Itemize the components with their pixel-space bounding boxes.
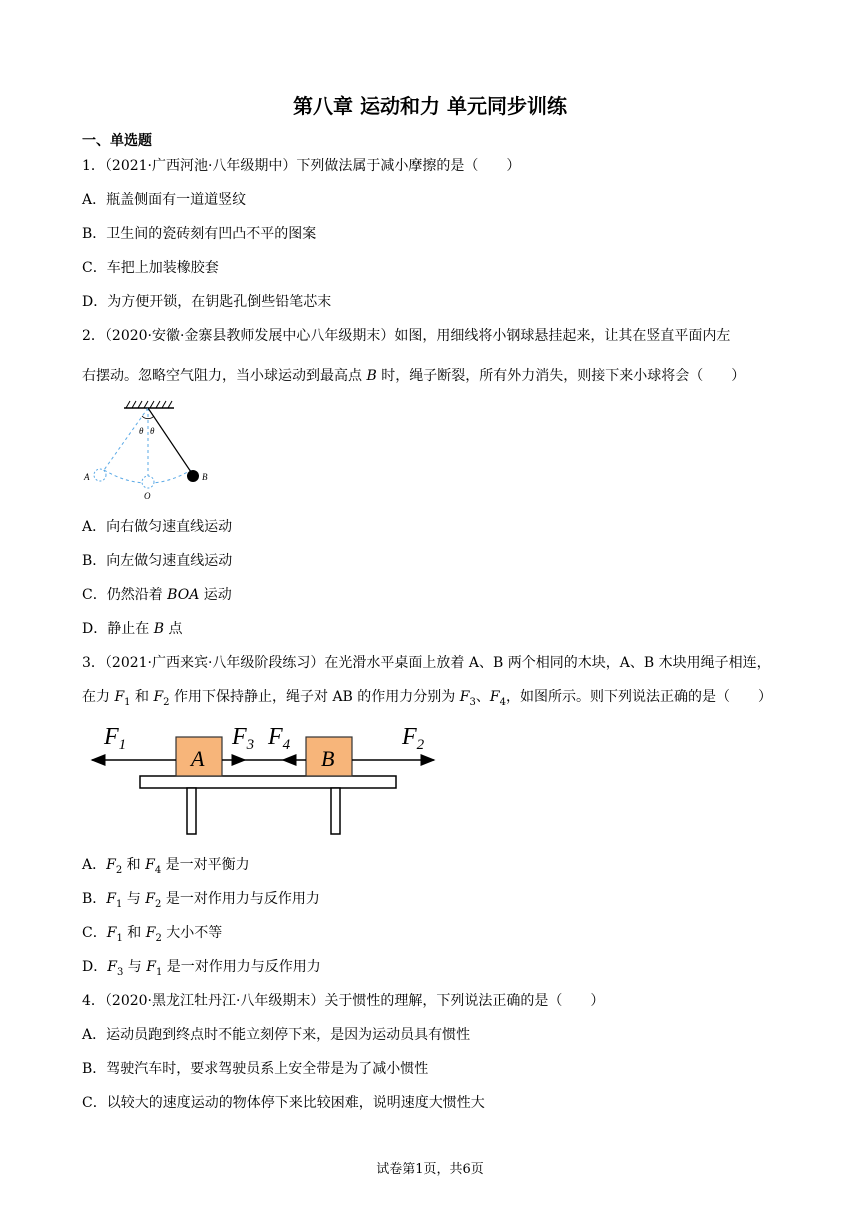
pendulum-figure	[82, 398, 222, 503]
q1-option-d: D．为方便开锁，在钥匙孔倒些铅笔芯末	[82, 294, 332, 310]
q3-option-d: D．$F_3$ 与 $F_1$ 是一对作用力与反作用力	[82, 959, 321, 978]
q1-option-c: C．车把上加装橡胶套	[82, 260, 219, 276]
q2-option-d: D．静止在 B 点	[82, 621, 183, 637]
theta-label-left: θ	[139, 426, 144, 436]
q4-stem: 4．（2020·黑龙江牡丹江·八年级期末）关于惯性的理解，下列说法正确的是（ ）	[82, 993, 605, 1009]
q1-option-b: B．卫生间的瓷砖刻有凹凸不平的图案	[82, 226, 317, 242]
q3-stem-line1: 3．（2021·广西来宾·八年级阶段练习）在光滑水平桌面上放着 A、B 两个相同的木块，A、B 木块用绳子相连，	[82, 655, 771, 671]
q3-stem-line2: 在力 $F_1$ 和 $F_2$ 作用下保持静止，绳子对 AB 的作用力分别为 $F_3$、$F_4$，如图所示。则下列说法正确的是（ ）	[82, 689, 772, 708]
q3-option-b: B．$F_1$ 与 $F_2$ 是一对作用力与反作用力	[82, 891, 320, 910]
q4-option-b: B．驾驶汽车时，要求驾驶员系上安全带是为了减小惯性	[82, 1061, 429, 1077]
q2-stem-line1: 2．（2020·安徽·金寨县教师发展中心八年级期末）如图，用细线将小钢球悬挂起来，让其在竖直平面内左	[82, 328, 731, 344]
point-a-label: A	[84, 472, 90, 482]
page-footer: 试卷第1页，共6页	[376, 1162, 484, 1177]
q2-stem-line2: 右摆动。忽略空气阻力，当小球运动到最高点 B 时，绳子断裂，所有外力消失，则接下来小球将会（ ）	[82, 368, 746, 384]
f4-label: $F_4$	[268, 724, 291, 753]
f3-label: $F_3$	[232, 724, 255, 753]
q4-option-c: C．以较大的速度运动的物体停下来比较困难，说明速度大惯性大	[82, 1095, 485, 1111]
f2-label: $F_2$	[402, 724, 425, 753]
q2-option-a: A．向右做匀速直线运动	[82, 519, 233, 535]
q1-stem: 1．（2021·广西河池·八年级期中）下列做法属于减小摩擦的是（ ）	[82, 158, 521, 174]
block-b-label: B	[321, 746, 335, 771]
forces-figure	[82, 714, 442, 839]
q3-option-a: A．$F_2$ 和 $F_4$ 是一对平衡力	[82, 857, 250, 876]
q3-option-c: C．$F_1$ 和 $F_2$ 大小不等	[82, 925, 223, 944]
q2-option-c: C．仍然沿着 BOA 运动	[82, 587, 232, 603]
q1-option-a: A．瓶盖侧面有一道道竖纹	[82, 192, 247, 208]
page-title: 第八章 运动和力 单元同步训练	[293, 94, 567, 118]
f1-label: $F_1$	[104, 724, 127, 753]
q2-option-b: B．向左做匀速直线运动	[82, 553, 233, 569]
section-heading: 一、单选题	[82, 133, 152, 149]
block-a-label: A	[191, 746, 205, 771]
q4-option-a: A．运动员跑到终点时不能立刻停下来，是因为运动员具有惯性	[82, 1027, 471, 1043]
point-b-label: B	[202, 472, 208, 482]
theta-label-right: θ	[150, 426, 155, 436]
point-o-label: O	[144, 491, 151, 501]
